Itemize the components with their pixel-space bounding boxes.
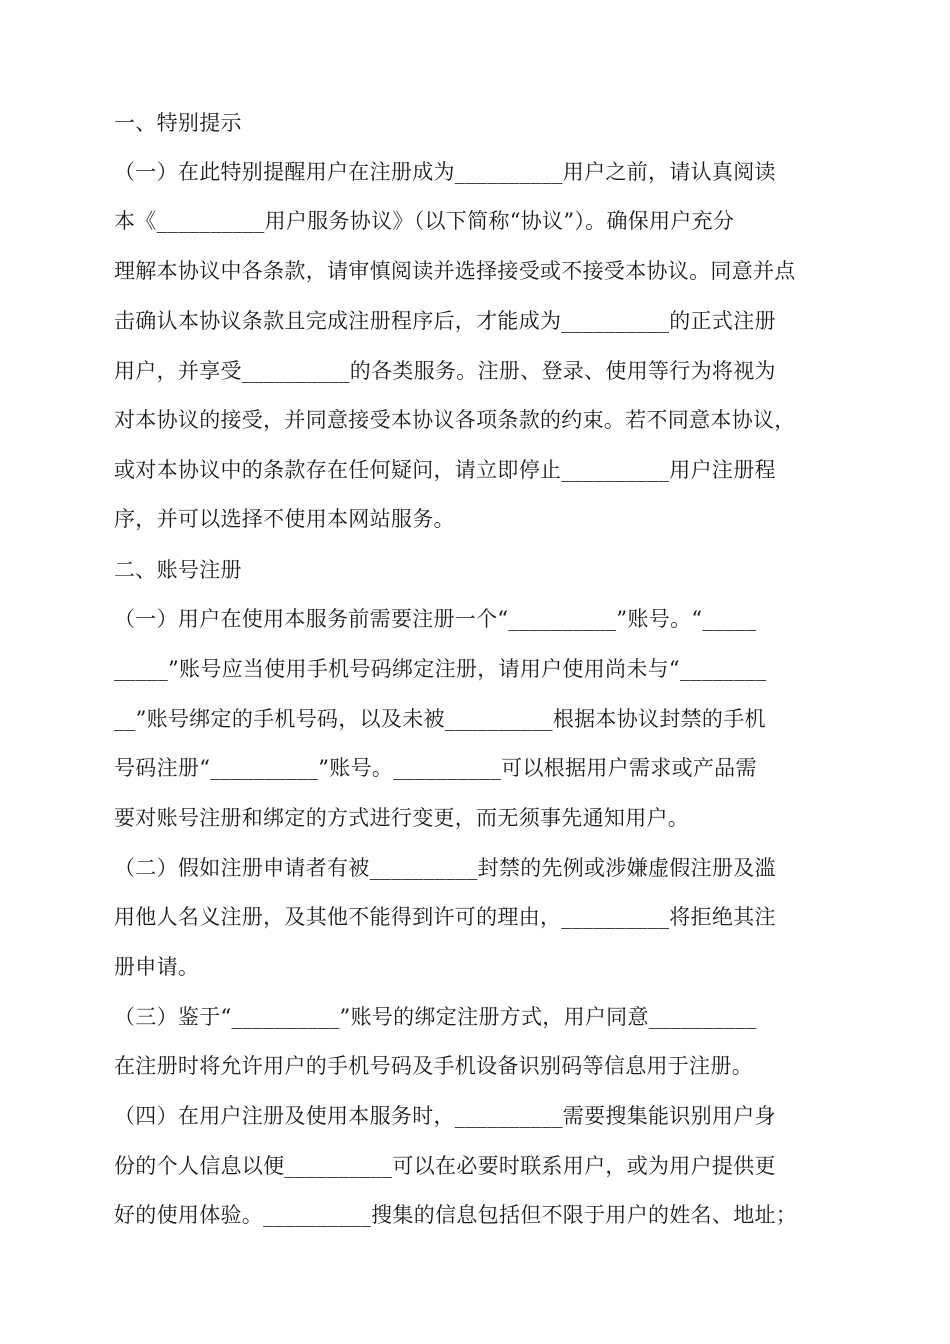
paragraph-line: 理解本协议中各条款，请审慎阅读并选择接受或不接受本协议。同意并点 <box>114 259 796 283</box>
paragraph-line: 用他人名义注册，及其他不能得到许可的理由，__________将拒绝其注 <box>114 905 776 929</box>
paragraph-line: 用户，并享受__________的各类服务。注册、登录、使用等行为将视为 <box>114 359 776 383</box>
paragraph-line: （三）鉴于“__________”账号的绑定注册方式，用户同意__________ <box>114 1005 757 1029</box>
paragraph-line: （一）用户在使用本服务前需要注册一个“__________”账号。“_____ <box>114 607 757 631</box>
paragraph-line: _____”账号应当使用手机号码绑定注册，请用户使用尚未与“________ <box>114 657 767 681</box>
paragraph-line: 对本协议的接受，并同意接受本协议各项条款的约束。若不同意本协议， <box>114 408 796 432</box>
paragraph-line: （二）假如注册申请者有被__________封禁的先例或涉嫌虚假注册及滥 <box>114 856 776 880</box>
paragraph-line: （四）在用户注册及使用本服务时，__________需要搜集能识别用户身 <box>114 1104 776 1128</box>
paragraph-line: 好的使用体验。__________搜集的信息包括但不限于用户的姓名、地址； <box>114 1203 798 1227</box>
paragraph-line: 要对账号注册和绑定的方式进行变更，而无须事先通知用户。 <box>114 806 690 830</box>
paragraph-line: 份的个人信息以便__________可以在必要时联系用户，或为用户提供更 <box>114 1154 776 1178</box>
paragraph-line: 序，并可以选择不使用本网站服务。 <box>114 507 455 531</box>
paragraph-line: 号码注册“__________”账号。__________可以根据用户需求或产品需 <box>114 756 757 780</box>
paragraph-line: 在注册时将允许用户的手机号码及手机设备识别码等信息用于注册。 <box>114 1054 753 1078</box>
section-heading-1: 一、特别提示 <box>114 111 242 135</box>
paragraph-line: （一）在此特别提醒用户在注册成为__________用户之前，请认真阅读 <box>114 160 776 184</box>
paragraph-line: __”账号绑定的手机号码，以及未被__________根据本协议封禁的手机 <box>114 707 766 731</box>
section-heading-2: 二、账号注册 <box>114 558 242 582</box>
paragraph-line: 本《__________用户服务协议》（以下简称“协议”）。确保用户充分 <box>114 209 735 233</box>
paragraph-line: 册申请。 <box>114 955 200 979</box>
paragraph-line: 或对本协议中的条款存在任何疑问，请立即停止__________用户注册程 <box>114 458 776 482</box>
paragraph-line: 击确认本协议条款且完成注册程序后，才能成为__________的正式注册 <box>114 309 776 333</box>
